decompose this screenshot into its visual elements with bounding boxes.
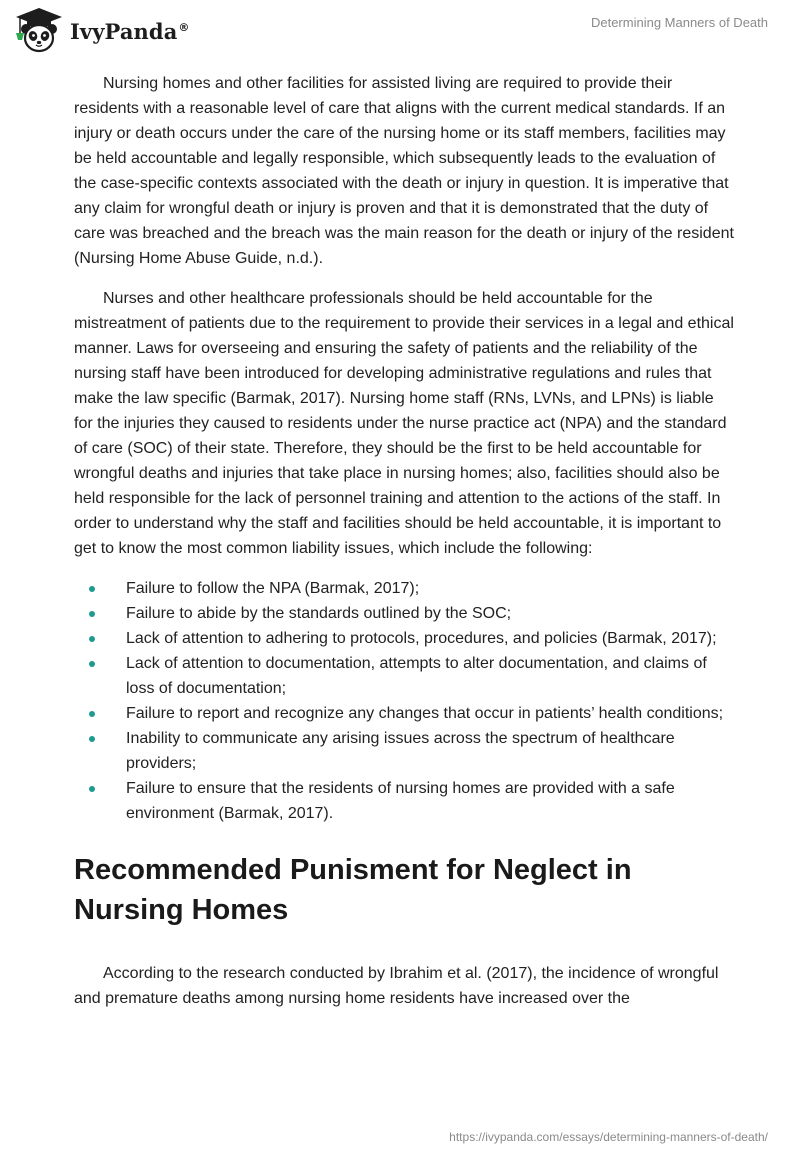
registered-mark: ® bbox=[178, 20, 190, 34]
bullet-dot-icon bbox=[89, 586, 95, 592]
list-item-text: Lack of attention to adhering to protocols, procedures, and policies (Barmak, 2017); bbox=[126, 630, 717, 647]
paragraph: According to the research conducted by Ibrahim et al. (2017), the incidence of wrongful and premature deaths among nursing home residents have increased over the bbox=[74, 965, 719, 1007]
list-item-text: Failure to report and recognize any changes that occur in patients’ health conditions; bbox=[126, 705, 724, 722]
list-item bbox=[74, 626, 734, 651]
page-header bbox=[0, 0, 800, 60]
bullet-dot-icon bbox=[89, 636, 95, 642]
bullet-dot-icon bbox=[89, 661, 95, 667]
bullet-dot-icon bbox=[89, 611, 95, 617]
bullet-dot-icon bbox=[89, 786, 95, 792]
document-title: Determining Manners of Death bbox=[590, 15, 768, 30]
bullet-dot-icon bbox=[89, 736, 95, 742]
section-heading: Recommended Punisment for Neglect in Nursing Homes bbox=[74, 854, 632, 926]
liability-issues-list bbox=[74, 576, 734, 826]
list-item-text: Failure to follow the NPA (Barmak, 2017); bbox=[126, 580, 420, 597]
list-item-text: Failure to abide by the standards outlined by the SOC; bbox=[126, 605, 512, 622]
paragraph: Nursing homes and other facilities for assisted living are required to provide their residents with a reasonable level of care that aligns with the current medical standards. If an injury or death occurs under the care of the nursing home or its staff members, facilities may be held accountable and legally responsible, which subsequently leads to the evaluation of the case-specific contexts associated with the death or injury in question. It is imperative that any claim for wrongful death or injury is proven and that it is demonstrated that the duty of care was breached and the breach was the main reason for the death or injury of the resident (Nursing Home Abuse Guide, n.d.). bbox=[74, 75, 734, 267]
brand-name: IvyPanda® bbox=[70, 18, 190, 44]
list-item-text: Inability to communicate any arising issues across the spectrum of healthcare providers; bbox=[126, 730, 675, 772]
list-item bbox=[74, 576, 734, 601]
list-item bbox=[74, 726, 734, 776]
source-url[interactable]: https://ivypanda.com/essays/determining-manners-of-death/ bbox=[449, 1130, 768, 1144]
ivypanda-logo[interactable] bbox=[14, 7, 190, 53]
list-item-text: Lack of attention to documentation, attempts to alter documentation, and claims of loss of documentation; bbox=[126, 655, 707, 697]
paragraph: Nurses and other healthcare professionals should be held accountable for the mistreatment of patients due to the requirement to provide their services in a legal and ethical manner. Laws for overseeing and ensuring the safety of patients and the reliability of the nursing staff have been introduced for developing administrative regulations and rules that make the law specific (Barmak, 2017). Nursing home staff (RNs, LVNs, and LPNs) is liable for the injuries they caused to residents under the nurse practice act (NPA) and the standard of care (SOC) of their state. Therefore, they should be the first to be held accountable for wrongful deaths and injuries that take place in nursing homes; also, facilities should also be held responsible for the lack of personnel training and attention to the actions of the staff. In order to understand why the staff and facilities should be held accountable, it is important to get to know the most common liability issues, which include the following: bbox=[74, 290, 734, 557]
list-item-text: Failure to ensure that the residents of nursing homes are provided with a safe environment (Barmak, 2017). bbox=[126, 780, 675, 822]
list-item bbox=[74, 651, 734, 701]
list-item bbox=[74, 701, 734, 726]
list-item bbox=[74, 601, 734, 626]
bullet-dot-icon bbox=[89, 711, 95, 717]
essay-content bbox=[74, 71, 734, 1026]
list-item bbox=[74, 776, 734, 826]
panda-graduation-cap-icon bbox=[14, 7, 64, 53]
